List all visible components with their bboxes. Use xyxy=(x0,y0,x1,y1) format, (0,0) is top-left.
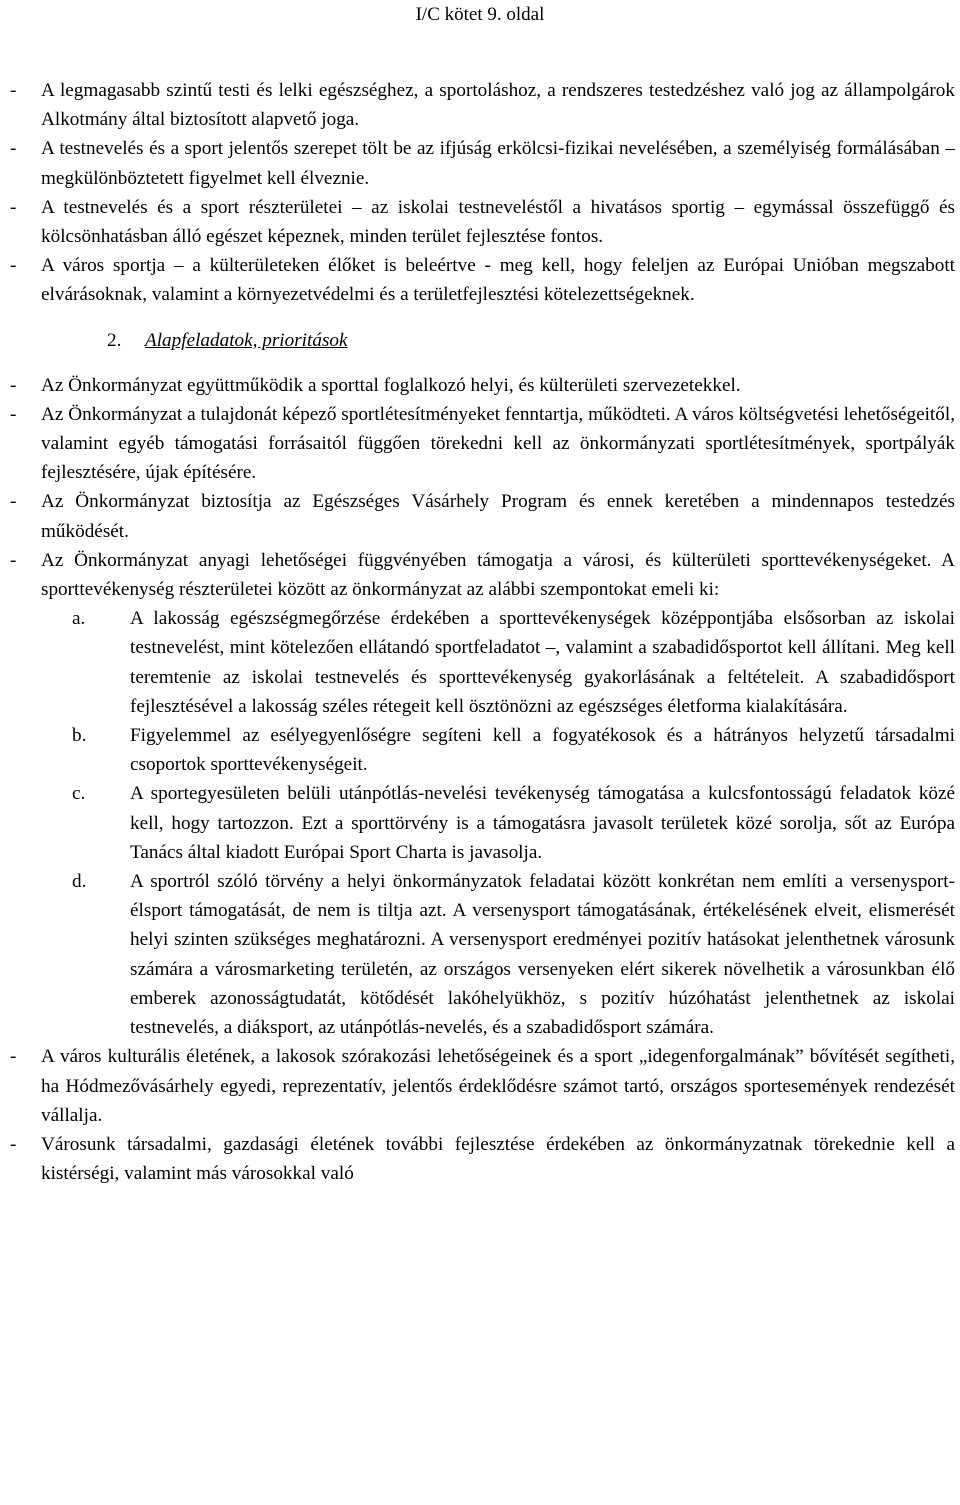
lettered-list xyxy=(41,604,955,1042)
item-text: A sportegyesületen belüli utánpótlás-nevelési tevékenység támogatása a kulcsfontosságú feladatok közé kell, hogy tartozzon. Ezt a sporttörvény is a támogatásra javasolt területek közé sorolja, sőt az Európa Tanács által kiadott Európai Sport Charta is javasolja. xyxy=(130,783,955,863)
bullet-dash: - xyxy=(10,196,17,218)
item-text: A sportról szóló törvény a helyi önkormányzatok feladatai között konkrétan nem említi a versenysport-élsport támogatását, de nem is tiltja azt. A versenysport támogatásának, értékelésének elveit, elismerését helyi szinten szükséges meghatározni. A versenysport eredményei pozitív hatásokat jelenthetnek városunk számára a városmarketing területén, az országos versenyeken elért sikerek növelhetik a városunkban élő emberek azonosságtudatát, kötődését lakóhelyükhöz, s pozitív húzóhatást jelenthetnek az iskolai testnevelés, a diáksport, az utánpótlás-nevelés, és a szabadidősport számára. xyxy=(130,871,955,1039)
document-body xyxy=(10,76,955,1188)
item-letter: c. xyxy=(72,783,86,805)
bullet-item xyxy=(10,487,955,545)
bullet-dash: - xyxy=(10,374,17,396)
bullet-text: Az Önkormányzat a tulajdonát képező sportlétesítményeket fenntartja, működteti. A város költségvetési lehetőségeitől, valamint egyéb támogatási forrásaitól függően törekedni kell az önkormányzati sportlétesítmények, sportpályák fejlesztésére, újak építésére. xyxy=(41,403,955,484)
section-number: 2. xyxy=(107,329,122,351)
bullet-text: A legmagasabb szintű testi és lelki egészséghez, a sportoláshoz, a rendszeres testedzéshez való jog az állampolgárok Alkotmány által biztosított alapvető joga. xyxy=(41,80,955,131)
bullet-item xyxy=(10,76,955,134)
item-letter: b. xyxy=(72,725,87,747)
bullet-text: A város sportja – a külterületeken élőket is beleértve - meg kell, hogy feleljen az Európai Unióban megszabott elvárásoknak, valamint a környezetvédelmi és a területfejlesztési kötelezettségeknek. xyxy=(41,255,955,306)
lettered-item xyxy=(10,779,955,867)
bullet-item xyxy=(10,546,955,1042)
bullet-text: Az Önkormányzat együttműködik a sporttal foglalkozó helyi, és külterületi szervezetekkel. xyxy=(41,374,741,396)
bullet-item xyxy=(10,193,955,251)
lettered-item xyxy=(10,721,955,779)
bullet-text: A testnevelés és a sport részterületei – az iskolai testneveléstől a hivatásos sportig – egymással összefüggő és kölcsönhatásban álló egészet képeznek, minden terület fejlesztése fontos. xyxy=(41,196,955,248)
item-text: Figyelemmel az esélyegyenlőségre segíteni kell a fogyatékosok és a hátrányos helyzetű társadalmi csoportok sporttevékenységeit. xyxy=(130,725,955,776)
bullet-item xyxy=(10,1130,955,1188)
bullet-item xyxy=(10,134,955,192)
bullet-dash: - xyxy=(10,138,17,160)
bullet-item xyxy=(10,371,955,400)
lettered-item xyxy=(10,604,955,721)
page-header: I/C kötet 9. oldal xyxy=(415,4,545,25)
section-heading xyxy=(10,326,955,355)
bullet-item xyxy=(10,1042,955,1130)
bullet-text: A város kulturális életének, a lakosok szórakozási lehetőségeinek és a sport „idegenforgalmának” bővítését segítheti, ha Hódmezővásárhely egyedi, reprezentatív, jelentős érdeklődésre számot tartó, országos sportesemények rendezését vállalja. xyxy=(41,1046,955,1126)
bullet-dash: - xyxy=(10,549,17,571)
bullet-dash: - xyxy=(10,255,17,277)
bullet-dash: - xyxy=(10,1046,17,1068)
item-letter: a. xyxy=(72,608,86,630)
bullet-text: A testnevelés és a sport jelentős szerepet tölt be az ifjúság erkölcsi-fizikai nevelésében, a személyiség formálásában – megkülönböztetett figyelmet kell élveznie. xyxy=(41,138,955,189)
item-text: A lakosság egészségmegőrzése érdekében a sporttevékenységek középpontjába elsősorban az iskolai testnevelést, mint kötelezően ellátandó sportfeladatot –, valamint a szabadidősportot kell állítani. Meg kell teremtenie az iskolai testnevelés és sporttevékenység gyakorlásának a feltételeit. A szabadidősport fejlesztésével a lakosság széles rétegeit kell ösztönözni az egészséges életforma kialakítására. xyxy=(130,608,955,717)
bullet-dash: - xyxy=(10,403,17,425)
bullet-text: Az Önkormányzat biztosítja az Egészséges Vásárhely Program és ennek keretében a mindennapos testedzés működését. xyxy=(41,491,955,542)
bullet-text: Az Önkormányzat anyagi lehetőségei függvényében támogatja a városi, és külterületi sporttevékenységeket. A sporttevékenység részterületei között az önkormányzat az alábbi szempontokat emeli ki: xyxy=(41,549,955,601)
section-title: Alapfeladatok, prioritások xyxy=(145,329,348,351)
bullet-item xyxy=(10,400,955,488)
lettered-item xyxy=(10,867,955,1042)
bullet-text: Városunk társadalmi, gazdasági életének további fejlesztése érdekében az önkormányzatnak törekednie kell a kistérségi, valamint más városokkal való xyxy=(41,1133,955,1185)
bullet-dash: - xyxy=(10,80,17,101)
bullet-dash: - xyxy=(10,1133,17,1155)
item-letter: d. xyxy=(72,871,87,893)
bullet-item xyxy=(10,251,955,309)
bullet-dash: - xyxy=(10,491,17,513)
